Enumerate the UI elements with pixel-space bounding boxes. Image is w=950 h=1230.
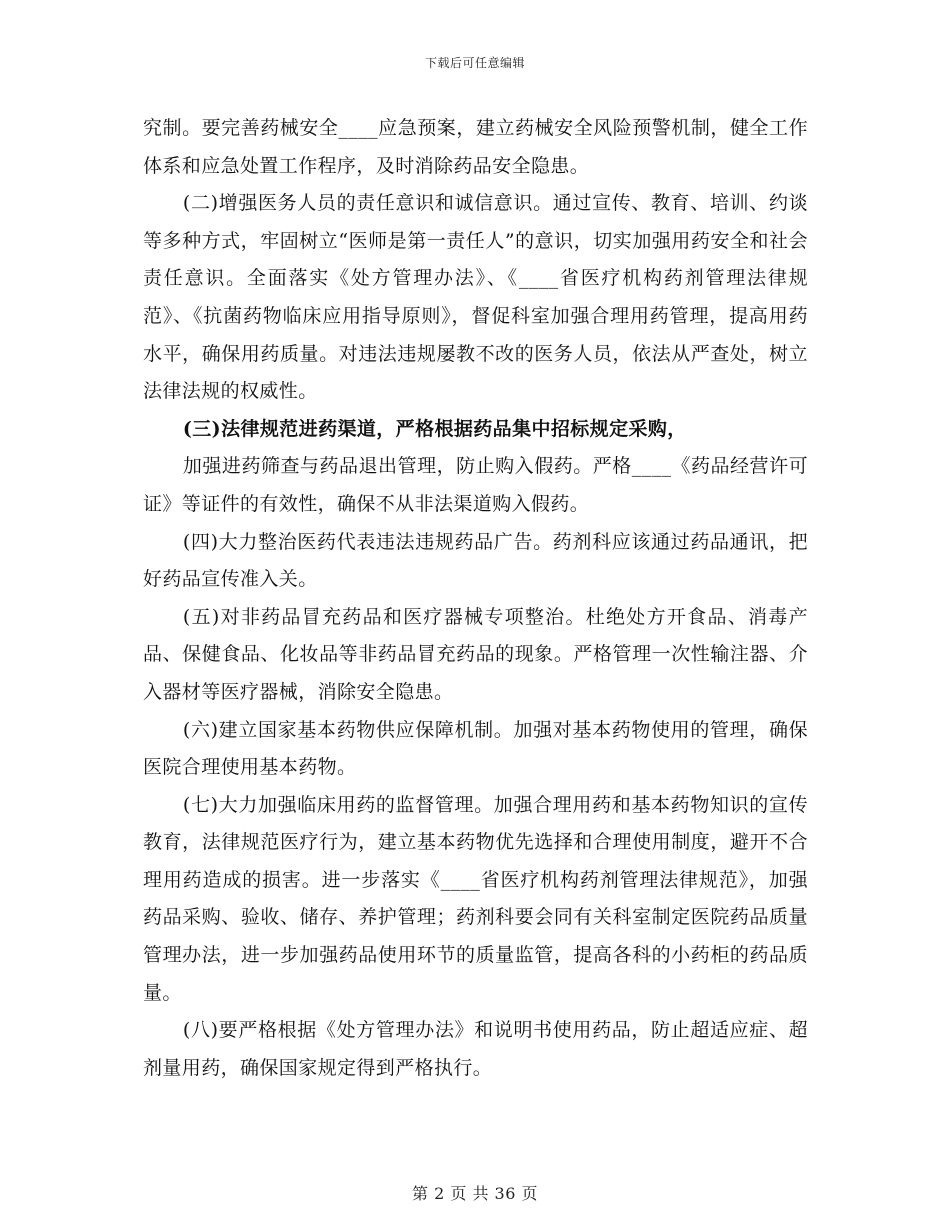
paragraph-continuation: 究制。要完善药械安全____应急预案，建立药械安全风险预警机制，健全工作体系和应急处置工作程序，及时消除药品安全隐患。 (143, 117, 808, 177)
paragraph-section-3-body: 加强进药筛查与药品退出管理，防止购入假药。严格____《药品经营许可证》等证件的有效性，确保不从非法渠道购入假药。 (143, 455, 808, 515)
paragraph-section-3-heading: (三)法律规范进药渠道，严格根据药品集中招标规定采购， (182, 417, 687, 440)
paragraph-section-2: (二)增强医务人员的责任意识和诚信意识。通过宣传、教育、培训、约谈等多种方式，牢固树立“医师是第一责任人”的意识，切实加强用药安全和社会责任意识。全面落实《处方管理办法》、《____省医疗机构药剂管理法律规范》、《抗菌药物临床应用指导原则》，督促科室加强合理用药管理，提高用药水平，确保用药质量。对违法违规屡教不改的医务人员，依法从严查处，树立法律法规的权威性。 (143, 192, 808, 403)
page-footer: 第 2 页 共 36 页 (412, 1184, 538, 1203)
paragraph-section-6: (六)建立国家基本药物供应保障机制。加强对基本药物使用的管理，确保医院合理使用基本药物。 (143, 718, 808, 779)
paragraph-section-5: (五)对非药品冒充药品和医疗器械专项整治。杜绝处方开食品、消毒产品、保健食品、化妆品等非药品冒充药品的现象。严格管理一次性输注器、介入器材等医疗器械，消除安全隐患。 (143, 605, 808, 703)
paragraph-section-7: (七)大力加强临床用药的监督管理。加强合理用药和基本药物知识的宣传教育，法律规范医疗行为，建立基本药物优先选择和合理使用制度，避开不合理用药造成的损害。进一步落实《____省医疗机构药剂管理法律规范》，加强药品采购、验收、储存、养护管理；药剂科要会同有关科室制定医院药品质量管理办法，进一步加强药品使用环节的质量监管，提高各科的小药柜的药品质量。 (143, 793, 808, 1004)
paragraph-section-4: (四)大力整治医药代表违法违规药品广告。药剂科应该通过药品通讯，把好药品宣传准入关。 (143, 530, 808, 591)
page-header: 下载后可任意编辑 (424, 56, 525, 70)
paragraph-section-8: (八)要严格根据《处方管理办法》和说明书使用药品，防止超适应症、超剂量用药，确保国家规定得到严格执行。 (143, 1019, 808, 1079)
document-body (143, 110, 808, 1087)
